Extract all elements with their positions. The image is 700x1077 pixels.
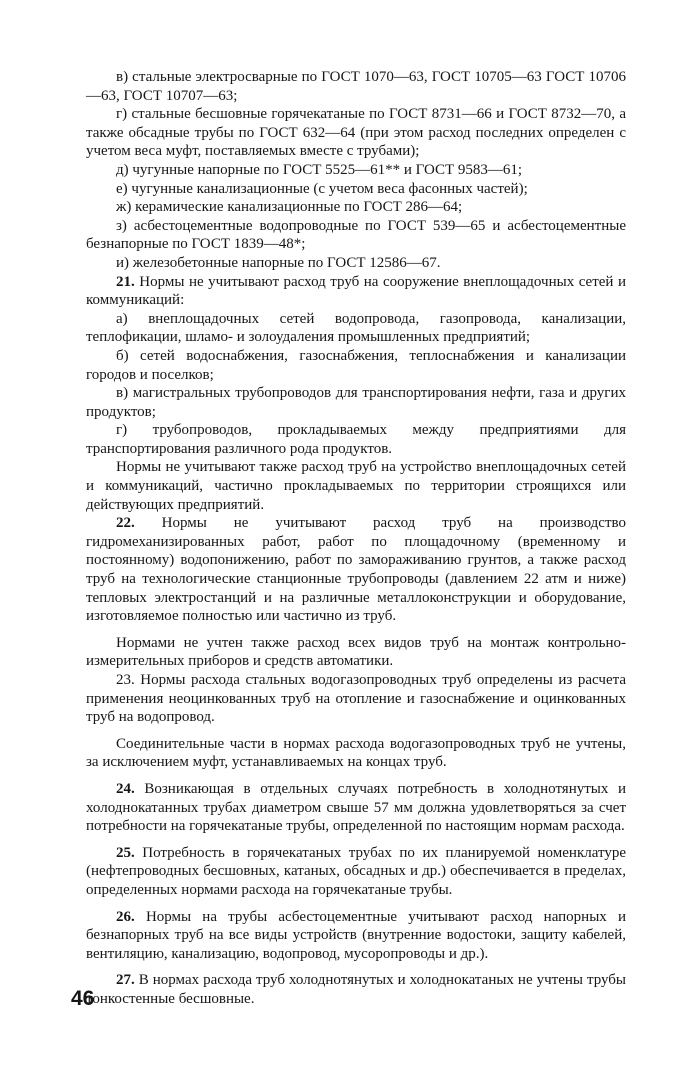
paragraph (86, 310, 626, 347)
paragraph (86, 161, 626, 180)
paragraph-number: 21. (116, 273, 135, 290)
paragraph-text: Потребность в горячекатаных трубах по их планируемой номенклатуре (нефтепроводных бесшовных, катаных, обсадных и др.) обеспечивается в пределах, определенных нормами расхода на горячекатаные трубы. (86, 844, 626, 898)
paragraph (86, 844, 626, 900)
paragraph-number: 26. (116, 908, 135, 925)
paragraph-number: 24. (116, 780, 135, 797)
paragraph (86, 780, 626, 836)
paragraph (86, 735, 626, 772)
paragraph-text: в) магистральных трубопроводов для транспортирования нефти, газа и других продуктов; (86, 385, 626, 420)
paragraph-text: Нормы не учитывают расход труб на производство гидромеханизированных работ, работ по площадочному (временному и постоянному) водопонижению, работ по замораживанию грунтов, а также расход труб на технологические станционные трубопроводы (давлением 22 атм и ниже) тепловых электростанций и на различные металлоконструкции и оборудование, изготовляемое полностью или частично из труб. (86, 515, 626, 625)
paragraph (86, 421, 626, 458)
paragraph-number: 25. (116, 844, 135, 861)
paragraph (86, 671, 626, 727)
paragraph (86, 217, 626, 254)
paragraph-text: б) сетей водоснабжения, газоснабжения, теплоснабжения и канализации городов и поселков; (86, 347, 626, 383)
paragraph-text: д) чугунные напорные по ГОСТ 5525—61** и ГОСТ 9583—61; (116, 161, 523, 178)
paragraph-text: е) чугунные канализационные (с учетом веса фасонных частей); (116, 180, 528, 197)
paragraph-text: Нормы на трубы асбестоцементные учитывают расход напорных и безнапорных труб на все виды устройств (внутренние водостоки, защиту кабелей, вентиляцию, канализацию, водопровод, мусоропроводы и др.). (86, 908, 626, 962)
paragraph (86, 198, 626, 217)
paragraph-text: Нормы не учитывают также расход труб на устройство внеплощадочных сетей и коммуникаций, частично прокладываемых по территории строящихся или действующих предприятий. (86, 459, 626, 513)
paragraph (86, 180, 626, 199)
paragraph (86, 514, 626, 626)
page-number: 46 (71, 987, 95, 1010)
paragraph-text: Возникающая в отдельных случаях потребность в холоднотянутых и холоднокатанных трубах диаметром свыше 57 мм должна удовлетворяться за счет потребности на горячекатаные трубы, определенной по настоящим нормам расхода. (86, 780, 627, 835)
paragraph (86, 347, 626, 384)
paragraph-text: ж) керамические канализационные по ГОСТ 286—64; (116, 199, 463, 216)
paragraph (86, 254, 626, 273)
page-body (86, 68, 626, 1009)
paragraph-number: 27. (116, 972, 135, 989)
paragraph (86, 908, 626, 964)
paragraph-text: а) внеплощадочных сетей водопровода, газопровода, канализации, теплофикации, шламо- и золоудаления промышленных предприятий; (86, 310, 626, 346)
paragraph-text: 23. Нормы расхода стальных водогазопроводных труб определены из расчета применения неоцинкованных труб на отопление и газоснабжение и оцинкованных труб на водопровод. (86, 672, 626, 726)
paragraph-text: г) стальные бесшовные горячекатаные по ГОСТ 8731—66 и ГОСТ 8732—70, а также обсадные трубы по ГОСТ 632—64 (при этом расход последних определен с учетом веса муфт, поставляемых вместе с трубами); (86, 106, 626, 160)
paragraph-text: г) трубопроводов, прокладываемых между предприятиями для транспортирования различного рода продуктов. (86, 422, 626, 457)
paragraph (86, 273, 626, 310)
paragraph-text: Соединительные части в нормах расхода водогазопроводных труб не учтены, за исключением муфт, устанавливаемых на концах труб. (86, 735, 626, 771)
paragraph (86, 68, 626, 105)
paragraph (86, 384, 626, 421)
paragraph-text: Нормы не учитывают расход труб на сооружение внеплощадочных сетей и коммуникаций: (86, 273, 627, 309)
paragraph (86, 971, 626, 1008)
paragraph-text: з) асбестоцементные водопроводные по ГОСТ 539—65 и асбестоцементные безнапорные по ГОСТ 1839—48*; (86, 217, 626, 253)
paragraph-text: В нормах расхода труб холоднотянутых и холоднокатаных не учтены трубы тонкостенные бесшовные. (86, 972, 627, 1007)
paragraph-number: 22. (116, 515, 135, 532)
paragraph-text: Нормами не учтен также расход всех видов труб на монтаж контрольно-измерительных приборов и средств автоматики. (86, 634, 626, 670)
paragraph-text: и) железобетонные напорные по ГОСТ 12586—67. (116, 254, 441, 271)
paragraph-text: в) стальные электросварные по ГОСТ 1070—63, ГОСТ 10705—63 ГОСТ 10706—63, ГОСТ 10707—63; (86, 69, 626, 104)
paragraph (86, 105, 626, 161)
paragraph (86, 458, 626, 514)
paragraph (86, 634, 626, 671)
